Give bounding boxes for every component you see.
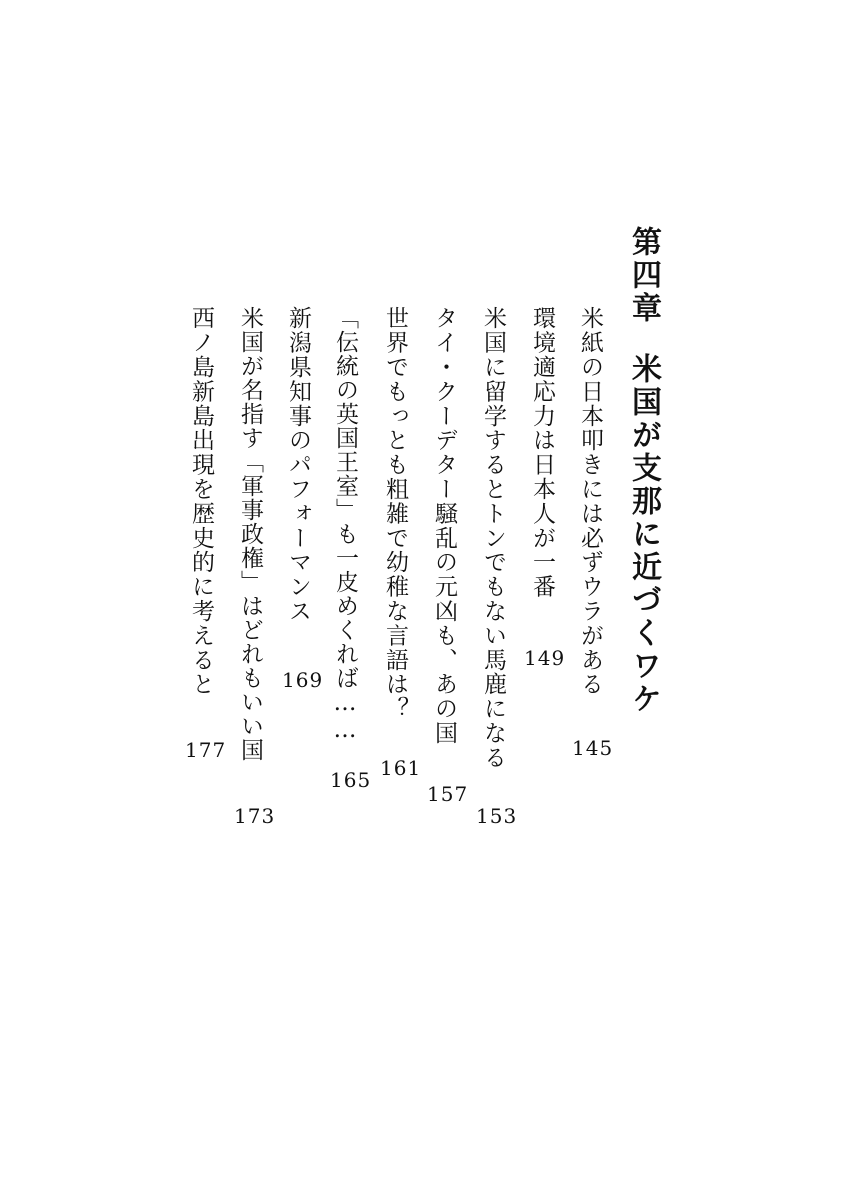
- toc-entry-title: 米紙の日本叩きには必ずウラがある: [577, 306, 603, 697]
- toc-entry-page: 153: [476, 804, 518, 828]
- toc-entry-title: 世界でもっとも粗雑で幼稚な言語は？: [382, 306, 408, 721]
- toc-entry-page: 157: [427, 782, 469, 806]
- toc-entry-page: 173: [234, 804, 276, 828]
- toc-entry-title: 西ノ島新島出現を歴史的に考えると: [188, 306, 214, 697]
- toc-entry-title: 環境適応力は日本人が一番: [529, 306, 555, 599]
- toc-entry-title: 米国に留学するとトンでもない馬鹿になる: [480, 306, 506, 770]
- toc-entry-page: 177: [185, 738, 227, 762]
- chapter-title: 米国が支那に近づくワケ: [626, 353, 661, 716]
- toc-entry-page: 145: [572, 736, 614, 760]
- toc-entry-title: タイ・クーデター騒乱の元凶も、あの国: [431, 306, 457, 746]
- toc-entry-title: 米国が名指す「軍事政権」はどれもいい国: [237, 306, 263, 762]
- toc-entry-title: 新潟県知事のパフォーマンス: [285, 306, 311, 624]
- toc-entry-page: 169: [282, 668, 324, 692]
- toc-entry-page: 165: [330, 768, 372, 792]
- toc-entry-page: 149: [524, 646, 566, 670]
- toc-entry-title: 「伝統の英国王室」も一皮めくれば……: [332, 306, 358, 744]
- chapter-number: 第四章: [626, 226, 661, 325]
- chapter-heading: [626, 226, 661, 716]
- toc-entry-page: 161: [380, 756, 422, 780]
